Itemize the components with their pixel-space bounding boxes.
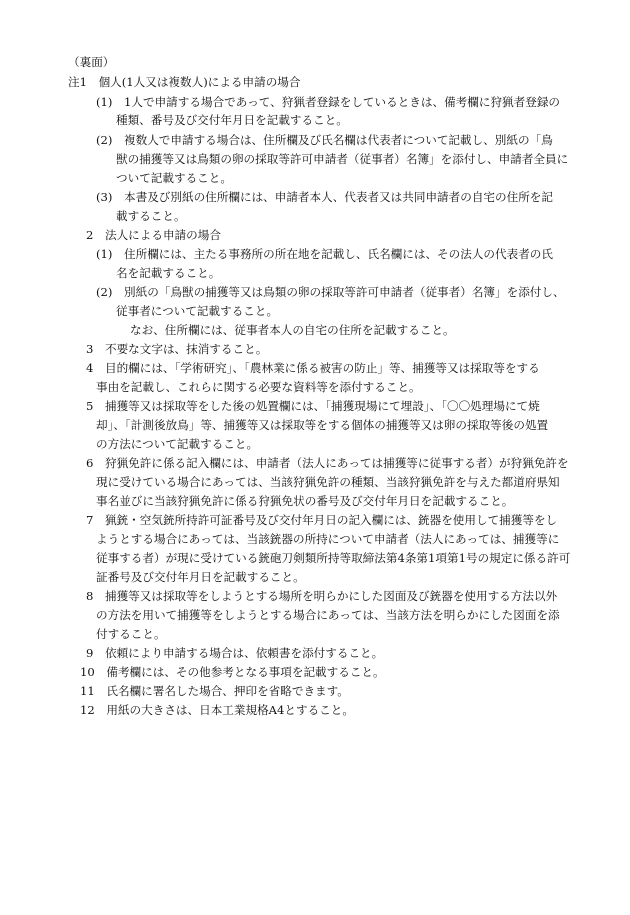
note-5-line-1: 5 捕獲等又は採取等をした後の処置欄には、「捕獲現場にて埋設」、「〇〇処理場にて焼	[86, 399, 540, 413]
note-1-item-2-line-2: 獣の捕獲等又は鳥類の卵の採取等許可申請者（従事者）名簿」を添付し、申請者全員に	[116, 152, 569, 166]
note-7-line-4: 証番号及び交付年月日を記載すること。	[96, 570, 305, 584]
note-5-line-3: の方法について記載すること。	[96, 437, 259, 451]
note-8-line-3: 付すること。	[96, 627, 166, 641]
note-2-item-2-line-3: なお、住所欄には、従事者本人の自宅の住所を記載すること。	[130, 323, 455, 337]
note-1-item-2-line-1: (2) 複数人で申請する場合は、住所欄及び氏名欄は代表者について記載し、別紙の「鳥	[96, 133, 553, 147]
note-4-line-2: 事由を記載し、これらに関する必要な資料等を添付すること。	[96, 380, 421, 394]
note-2-item-1-line-2: 名を記載すること。	[116, 266, 221, 280]
note-2-item-1-line-1: (1) 住所欄には、主たる事務所の所在地を記載し、氏名欄には、その法人の代表者の氏	[96, 247, 553, 261]
note-1-item-1-line-2: 種類、番号及び交付年月日を記載すること。	[116, 113, 348, 127]
note-7-line-1: 7 猟銃・空気銃所持許可証番号及び交付年月日の記入欄には、銃器を使用して捕獲等をし	[86, 513, 558, 527]
note-7-line-3: 従事する者）が現に受けている銃砲刀剣類所持等取締法第4条第1項第1号の規定に係る許可	[96, 551, 571, 565]
note-5-line-2: 却」、「計測後放鳥」等、捕獲等又は採取等をする個体の捕獲等又は卵の採取等後の処置	[96, 418, 549, 432]
note-10: 10 備考欄には、その他参考となる事項を記載すること。	[80, 665, 385, 679]
note-3: 3 不要な文字は、抹消すること。	[86, 342, 268, 356]
note-8-line-2: の方法を用いて捕獲等をしようとする場合にあっては、当該方法を明らかにした図面を添	[96, 608, 560, 622]
note-6-line-1: 6 狩猟免許に係る記入欄には、申請者（法人にあっては捕獲等に従事する者）が狩猟免許を	[86, 456, 569, 470]
note-6-line-2: 現に受けている場合にあっては、当該狩猟免許の種類、当該狩猟免許を与えた都道府県知	[96, 475, 560, 489]
note-1-title: 注1 個人(1人又は複数人)による申請の場合	[68, 75, 301, 89]
note-1-item-1-line-1: (1) 1人で申請する場合であって、狩猟者登録をしているときは、備考欄に狩猟者登録の	[96, 95, 561, 109]
note-9: 9 依頼により申請する場合は、依頼書を添付すること。	[86, 646, 384, 660]
note-1-item-2-line-3: ついて記載すること。	[116, 171, 232, 185]
note-1-item-3-line-1: (3) 本書及び別紙の住所欄には、申請者本人、代表者又は共同申請者の自宅の住所を記	[96, 190, 553, 204]
note-2-item-2-line-2: 従事者について記載すること。	[116, 304, 279, 318]
note-2-title: 2 法人による申請の場合	[86, 228, 221, 242]
note-4-line-1: 4 目的欄には、「学術研究」、「農林業に係る被害の防止」等、捕獲等又は採取等をする	[86, 361, 540, 375]
note-8-line-1: 8 捕獲等又は採取等をしようとする場所を明らかにした図面及び銃器を使用する方法以外	[86, 589, 558, 603]
note-12: 12 用紙の大きさは、日本工業規格A4とすること。	[80, 703, 354, 717]
note-11: 11 氏名欄に署名した場合、押印を省略できます。	[80, 684, 349, 698]
note-7-line-2: ようとする場合にあっては、当該銃器の所持について申請者（法人にあっては、捕獲等に	[96, 532, 560, 546]
note-6-line-3: 事名並びに当該狩猟免許に係る狩猟免状の番号及び交付年月日を記載すること。	[96, 494, 514, 508]
page-header: （裏面）	[68, 55, 115, 69]
note-1-item-3-line-2: 載すること。	[116, 209, 186, 223]
note-2-item-2-line-1: (2) 別紙の「鳥獣の捕獲等又は鳥類の卵の採取等許可申請者（従事者）名簿」を添付し、	[96, 285, 565, 299]
